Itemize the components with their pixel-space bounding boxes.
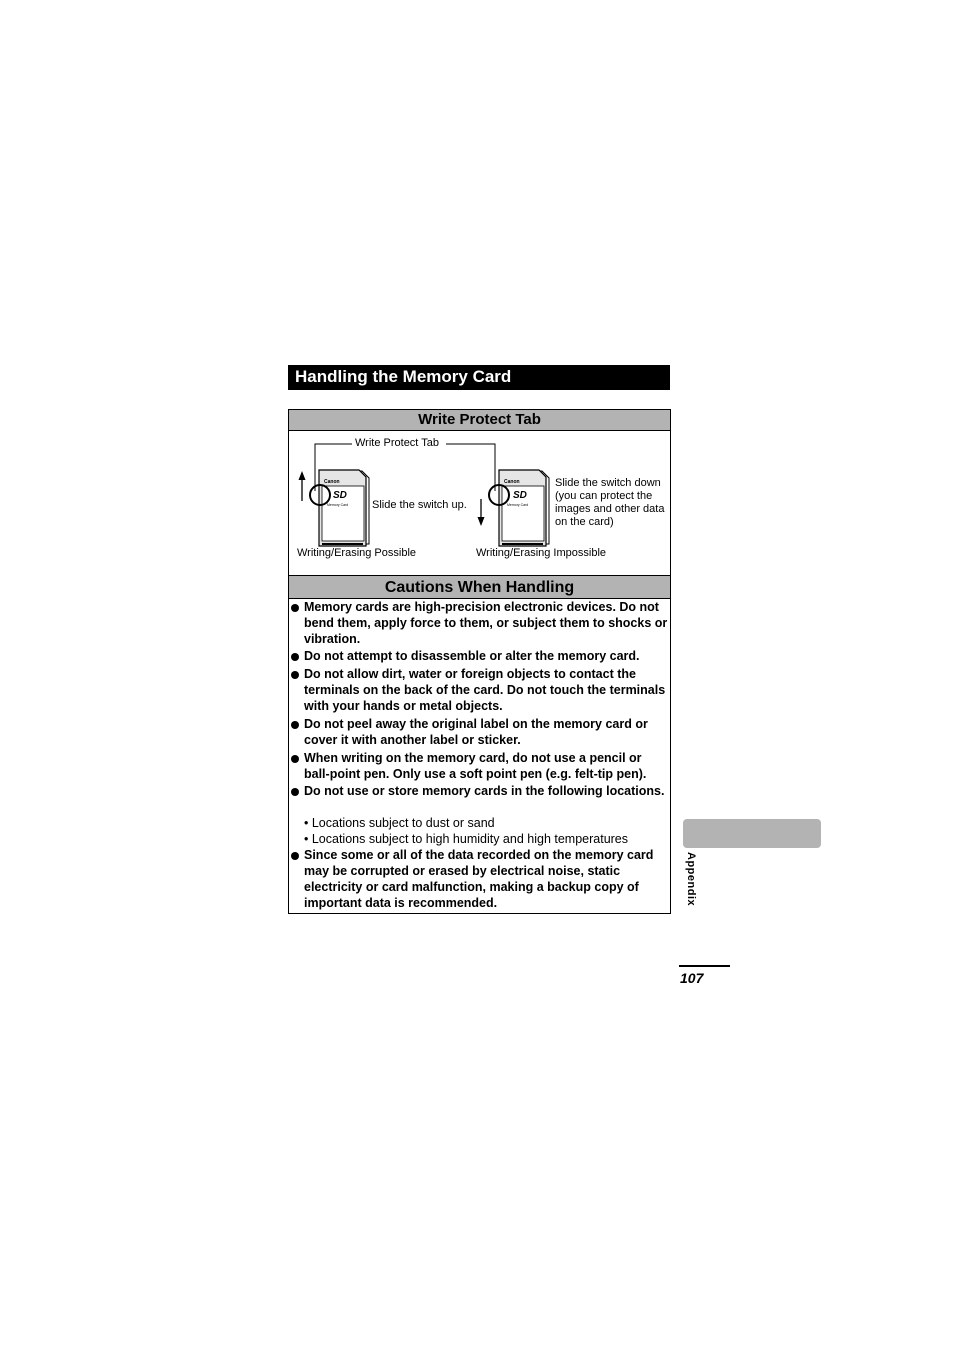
side-tab-label: Appendix <box>685 852 697 907</box>
page-number: 107 <box>680 970 704 986</box>
svg-text:Memory Card: Memory Card <box>507 503 529 507</box>
svg-text:Memory Card: Memory Card <box>327 503 349 507</box>
bullet-icon <box>291 755 299 763</box>
svg-text:SD: SD <box>333 490 347 501</box>
bullet-icon <box>291 671 299 679</box>
bullet-icon <box>291 852 299 860</box>
section-title: Handling the Memory Card <box>288 365 670 390</box>
right-card-caption: Writing/Erasing Impossible <box>476 547 607 559</box>
content-box: Write Protect Tab Canon SD Memory Card Canon SD Memory Card Write Protect Tab Slide the switch up. Slide the switch down (you can protect the images and other data on the card) Writing/Erasing Possible Writing/Erasing Impossible Cautions When Handling Memory cards are high-precision electronic devices. Do not bend them, apply force to them, or subject them to shocks or vibration. Do not attempt to disassemble or alter the memory card. Do not allow dirt, water or foreign objects to contact the terminals on the back of the card. Do not touch the terminals with your hands or metal objects. Do not peel away the original label on the memory card or cover it with another label or sticker. When writing on the memory card, do not use a pencil or ball-point pen. Only use a soft point pen (e.g. felt-tip pen). Do not use or store memory cards in the following locations. • Locations subject to dust or sand • Locations subject to high humidity and high temperatures Since some or all of the data recorded on the memory card may be corrupted or erased by electrical noise, static electricity or card malfunction, making a backup copy of important data is recommended. <box>288 409 671 914</box>
slide-down-instruction: Slide the switch down (you can protect the images and other data on the card) <box>555 477 665 528</box>
bullet-icon <box>291 604 299 612</box>
side-tab <box>683 819 821 848</box>
cautions-heading: Cautions When Handling <box>289 575 670 599</box>
svg-text:Canon: Canon <box>324 479 340 485</box>
sd-card-left <box>310 470 369 546</box>
callout-label: Write Protect Tab <box>355 437 439 449</box>
bullet-icon <box>291 721 299 729</box>
slide-up-instruction: Slide the switch up. <box>372 499 467 511</box>
svg-text:SD: SD <box>513 490 527 501</box>
write-protect-diagram <box>289 431 670 575</box>
bullet-icon <box>291 788 299 796</box>
bullet-icon <box>291 653 299 661</box>
left-card-caption: Writing/Erasing Possible <box>297 547 417 559</box>
sub-item: • Locations subject to dust or sand <box>304 816 495 830</box>
svg-text:Canon: Canon <box>504 479 520 485</box>
write-protect-heading: Write Protect Tab <box>289 410 670 431</box>
sub-item: • Locations subject to high humidity and high temperatures <box>304 832 629 846</box>
page-number-rule <box>679 965 730 967</box>
sd-card-right <box>489 470 549 546</box>
